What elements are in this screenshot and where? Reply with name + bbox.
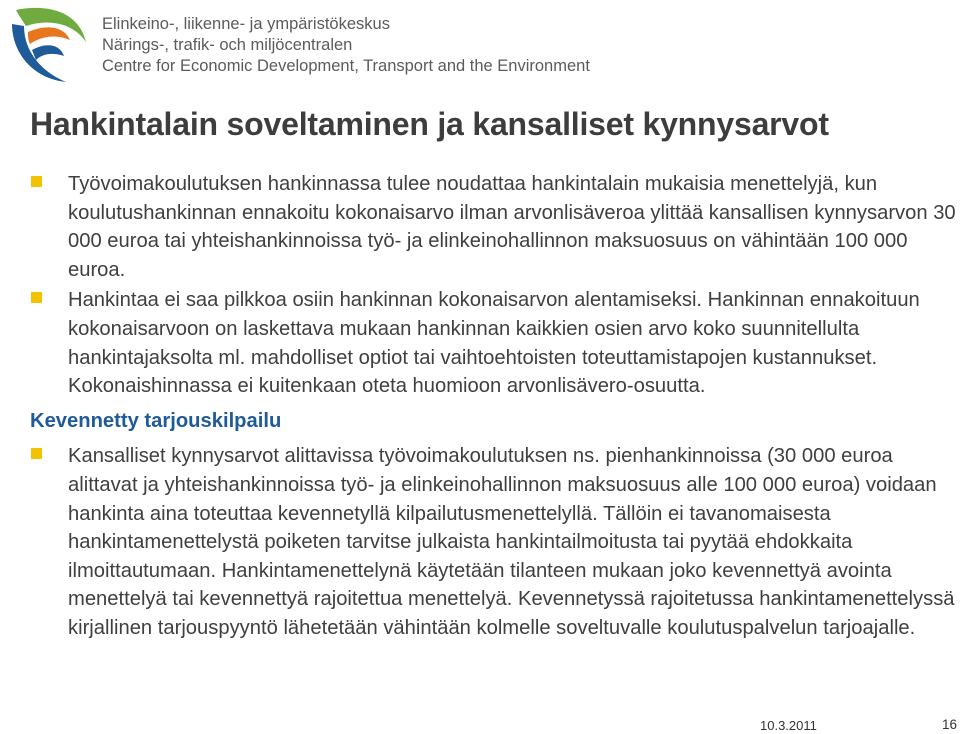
page-number: 16 — [942, 717, 958, 732]
bullet-text: Hankintaa ei saa pilkkoa osiin hankinnan kokonaisarvon alentamiseksi. Hankinnan ennakoituun kokonaisarvoon on laskettava mukaan hankinnan kaikkien osien arvo koko suunnitellulta hankintajaksolta ml. mahdolliset optiot tai vaihtoehtoisten toteuttamistapojen kustannukset. Kokonaishinnassa ei kuitenkaan oteta huomioon arvonlisävero-osuutta. — [68, 289, 920, 398]
bullet-item — [30, 170, 958, 284]
square-bullet-icon — [31, 176, 42, 187]
slide-title: Hankintalain soveltaminen ja kansalliset kynnysarvot — [30, 106, 829, 142]
bullet-text: Työvoimakoulutuksen hankinnassa tulee noudattaa hankintalain mukaisia menettelyjä, kun koulutushankinnan ennakoitu kokonaisarvo ilman arvonlisäveroa ylittää kansallisen kynnysarvon 30 000 euroa tai yhteishankinnoissa työ- ja elinkeinohallinnon maksuosuus on vähintään 100 000 euroa. — [68, 173, 956, 281]
footer-date: 10.3.2011 — [760, 718, 817, 733]
slide-header — [6, 2, 590, 86]
ely-centre-logo-icon — [6, 2, 90, 86]
organization-name — [102, 14, 590, 77]
square-bullet-icon — [31, 448, 42, 459]
bullet-item — [30, 286, 958, 400]
slide-body — [30, 170, 958, 643]
square-bullet-icon — [31, 292, 42, 303]
org-name-english: Centre for Economic Development, Transport and the Environment — [102, 57, 590, 75]
bullet-text: Kansalliset kynnysarvot alittavissa työvoimakoulutuksen ns. pienhankinnoissa (30 000 euroa alittavat ja yhteishankinnoissa työ- ja elinkeinohallinnon maksuosuus alle 100 000 euroa) voidaan hankinta aina toteuttaa kevennetyllä kilpailutusmenettelyllä. Tällöin ei tavanomaisesta hankintamenettelystä poiketen tarvitse julkaista hankintailmoitusta tai pyytää ehdokkaita ilmoittautumaan. Hankintamenettelynä käytetään tilanteen mukaan joko kevennettyä avointa menettelyä tai kevennettyä rajoitettua menettelyä. Kevennetyssä rajoitetussa hankintamenettelyssä kirjallinen tarjouspyyntö lähetetään vähintään kolmelle soveltuvalle koulutuspalvelun tarjoajalle. — [68, 445, 955, 639]
org-name-swedish: Närings-, trafik- och miljöcentralen — [102, 36, 353, 54]
section-subheading: Kevennetty tarjouskilpailu — [30, 409, 282, 432]
org-name-finnish: Elinkeino-, liikenne- ja ympäristökeskus — [102, 15, 390, 33]
bullet-item — [30, 442, 958, 642]
